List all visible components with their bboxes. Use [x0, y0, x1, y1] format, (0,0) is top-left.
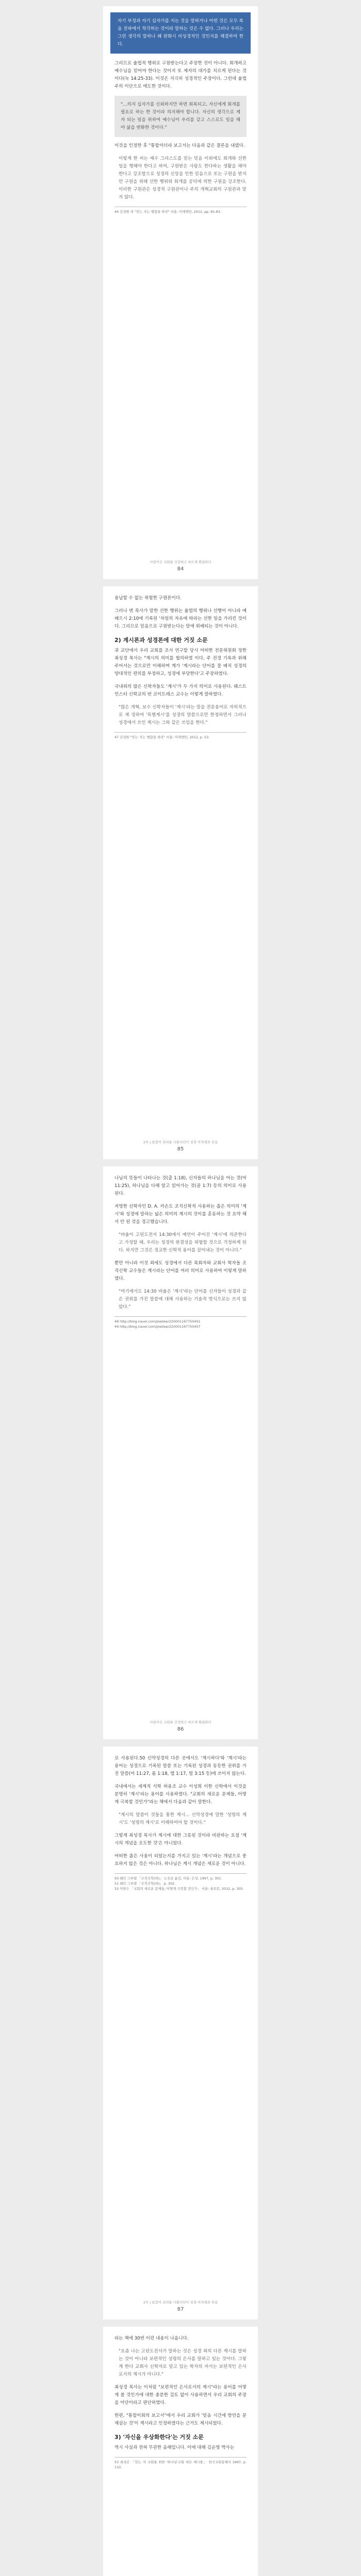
paragraph: 그리므로 율법적 행위로 구원받는다고 주장한 것이 아니다. 회개하고 예수님을 믿어야 한다는 것이지 또 제자의 대가를 치르게 된다는 것이다(눅 14:25-33). 이것은 지극히 성경적인 주장이다. 그런데 율법주의 이단으로 매도한 것이다.: [114, 61, 247, 89]
page-number: 86: [177, 1726, 184, 1732]
top-strip: [0, 0, 361, 6]
document-page-87: [103, 1747, 258, 2319]
paragraph: 국내외의 많은 신학자들도 '계시'가 두 가지 의미로 사용된다. 웨스트민스터 신학교의 번 코이트레스 교수는 이렇게 말하였다.: [114, 684, 247, 697]
band-text: 자기 부정과 자기 십자가를 지는 것을 말하거나 어떤 것은 모두 복음 전파에서 착각하는 것이라 말하는 것은 수 없다. 그러나 우리는 그런 생각의 말하나 왜 판화시 비성경적인 것인지를 해결하여 한다.: [118, 19, 243, 47]
footnote-area: [114, 1316, 247, 1329]
footnote: 53 최성은 「믿는 자 교회를 위한 '하나님'교회 대로 예시를」 한국교회통해서 1997, p. 110.: [114, 2460, 247, 2469]
quote-box-text: "…의지 십자가를 신뢰하지만 하면 회복되고, 자신에게 회개를 필요로 하는 한 것이라 의지해야 합니다. 자신의 생각으로 제자 되는 일을 위하여 예수님이 우리를 갖고 스스로도 일을 해야 삶을 변화한 것이다.": [121, 102, 240, 130]
footnote-area: [114, 732, 247, 740]
quote-paragraph: "여기에서도 14:30 바울은 '계시'라는 단어를 신자들이 성경과 같은 권위를 가진 말씀에 대해 사용하는 기술적 방식으로는 쓰지 않았다.": [119, 1289, 247, 1310]
quote-paragraph: "바울이 고린도전서 14:30에서 예언이 주어진 '계시'에 의존한다고 가정할 때, 우리는 정경의 완결성을 위협할 것으로 걱정하게 된다. 하지만 그것은 정교한 신학적 용어를 끌어내는 것이 아니다.": [119, 1232, 247, 1253]
footnote: 44 김성원 외 "믿는 자는 행함을 하라" 서울: 미래엔턴, 2012, pp. 81-83.: [114, 210, 221, 214]
page-footer: [103, 2300, 258, 2312]
paragraph: 나님의 뜻들이 나타나는 것(출 1:18), 신자들의 하나님을 아는 것(마 11:25), 하나님을 다해 알고 있어가는 것(골 1:7) 등의 의미로 사용된다.: [114, 1176, 247, 1196]
paragraph: 역시 사실과 전혀 무관한 음해입니다. 이에 대해 김순영 박사는: [114, 2445, 235, 2450]
footnote: 52 이한수 「교회의 새로운 문제들, 어떻게 극복할 것인가」 서울: 솔로몬, 2012, p. 305.: [114, 1887, 244, 1891]
footnote: 50 웨인 그루뎀 「조직신학(하)」 노진준 옮김, 서울: 은성, 1997, p. 301.: [114, 1876, 222, 1880]
footnote-area: [114, 2457, 247, 2470]
paragraph: 라는 책에 30번 이런 내용이 나옵니다.: [114, 2336, 189, 2341]
paragraph: 로 사용된다.50 신약성경의 다른 곳에서도 '계시하다'와 '계시'라는 용어는 성경으로 기록된 말씀 또는 기록된 성경과 동등한 권위를 가진 말씀(마 11:27, 롬 1:18, 엡 1:17, 빌 3:15 등)에 쓰이지 않는다.: [114, 1756, 247, 1776]
document-page-85: [103, 586, 258, 1159]
quote-box: [114, 96, 247, 137]
paragraph: 귀 교단에서 우리 교회를 조사 연구할 당시 어떠한 전문위원회 정한 최성경 목사는 "계시의 의미를 협의하였 이다, 주 전경 기록과 위해 주어서는 것으로만 이해하며 계가 '계시라는 단어를 잘 배치 성경의 양대적인 편의를 부정하고, 성경에 부당한다'고 주장하였다.: [114, 648, 247, 676]
page-footer: [103, 1140, 258, 1152]
book-title: 사랑이신 교회를 건강하고 바르게 확립하다: [150, 560, 211, 564]
footnote-area: [114, 1873, 247, 1891]
document-page-86: [103, 1166, 258, 1739]
footnote: 47 김성원 "믿는 자는 행함을 하라" 서울: 미래엔턴, 2012, p. 53.: [114, 735, 210, 739]
paragraph: 어떠한 좁은 사용이 되었는지를 가지고 있는 '계시'라는 개념으로 중요하지 않은 것은 아니다. 하나님은 계시 개념은 새로운 것이 아니다.: [114, 1854, 247, 1867]
paragraph: 그렇게 최성경 목사가 계시에 대한 그릇된 것이라 비판하는 요점 '계시의 개념을 오도한 것'은 아니었다.: [114, 1833, 247, 1846]
footnote: 51 웨인 그루뎀 「조직신학(하)」 p. 302.: [114, 1882, 176, 1886]
book-title: 2부 | 통합이 권리를 사회서인이 성경 이자행과 진실: [143, 2300, 218, 2304]
page-footer: [103, 560, 258, 572]
book-title: 2부 | 통합이 권리를 사회서인이 성경 이자행과 진실: [143, 1140, 218, 1144]
document-page-84: [103, 6, 258, 579]
paragraph: 국내에서는 세계적 석학 하용조 교수 이성희 이한 신학에서 이것을 분명히 '계시'라는 용어를 사용하였다. "교회의 새로운 문제들, 어떻게 극복할 것인가"라는 책에서 다음과 같이 말한다.: [114, 1784, 247, 1805]
page-number: 84: [177, 566, 184, 572]
paragraph: 한편, "통합이회의 보고서"에서 우리 교회가 '믿음 시간에 방언을 문제삼는 것'이 계시라고 인정하였다는 근거도 제시되었다.: [114, 2413, 247, 2426]
page-footer: [103, 1720, 258, 1732]
paragraph: 최성경 목사는 이처럼 "보편적인 은사로서의 계시"라는 용어를 어떻게 볼 것인가에 대한 충분한 검토 없이 사용하면서 우리 교회의 주장을 이단이라고 판단하였다.: [114, 2385, 247, 2405]
page-number: 87: [177, 2307, 184, 2312]
quote-paragraph: "계시의 말씀이 것들을 통한 계시... 신약성경에 말한 '성령의 계시'도 '성령의 계시'로 이해하여야 할 것이다.": [119, 1812, 247, 1825]
book-title: 사랑이신 교회를 건강하고 바르게 확립하다: [150, 1720, 211, 1724]
paragraph: 그러나 변 목사가 말한 선한 행위는 율법의 행위나 선행이 아니라 예배으시 2:10에 기록된 '차일의 자유에 따라는 선한 일을 가리킨 것이다. 그리므로 믿음으로 구원받는다는 말에 위배되는 것이 아니다.: [114, 608, 247, 629]
paragraph: 용납할 수 없는 위험한 구원론이다.: [114, 596, 182, 601]
quote-paragraph: "많은 개혁, 보수 신학자들이 '계시'라는 말을 전문용어로 자의적으로 제 정하여 '특별계시'를 성경의 말씀으로만 한정하면서 그러나 성경에서 쓰인 계시는 그와 같은 쓰임을 한다.": [119, 705, 247, 725]
paragraph: 이것을 인정한 후 "통합이더라 보고서는 다음과 같은 결론을 내렸다.: [114, 143, 245, 148]
footnote-area: [114, 207, 247, 214]
page-number: 85: [177, 1146, 184, 1152]
footnote: 48 http://blog.naver.com/jowilee/220001167750451: [114, 1319, 201, 1324]
footnote: 49 http://blog.naver.com/jowilee/220001167750457: [114, 1325, 201, 1329]
section-heading: 3) '자신을 우상화한다'는 거짓 소문: [114, 2434, 204, 2441]
paragraph: 저명한 신학자인 D. A. 카손도 조직신학적 사용하는 좁은 의미의 '계시'와 성경에 말하는 넓은 의미의 계시의 것이를 혼동하는 것 요약 해서 안 된 것을 경고했습니다.: [114, 1204, 247, 1225]
document-page-88: [103, 2327, 258, 2576]
paragraph: 이렇게 한 씨는 예수 그리스도를 믿는 믿음 이외에도 회개와 선한 일을 행해야 한다고 하여, 구원받은 사람도 한다하는 생활을 해야 한다고 강조함으로 성경의 신앙을 인한 믿음으로 또는 구원을 받지만 구원을 위해 선한 행위와 회개를 공덕에 의한 구원을 강조한다. 이러한 구원관은 성경적 구원관이나 주의 개혁교회의 구원관과 맞지 않다.: [119, 156, 247, 200]
paragraph: 뿐만 아니라 이것 외에도 성경에서 다른 목회자와 교회사 학자들 조직신학 교수들은 계시라는 단어를 여러 의미로 사용하여 이렇게 말하였다.: [114, 1261, 247, 1281]
quote-paragraph: "요즘 나는 고린도전서가 말하는 것은 성경 외의 다른 계시를 말하는 것이 아니라 보편적인 성령의 은사를 말하고 있는 것이다. 그렇게 한다 교회사 신학자로 알고 있는 학자의 저서는 보편적인 은사로서의 계시가 아니다.": [119, 2349, 247, 2377]
section-heading: 2) 계시론과 성경론에 대한 거짓 소문: [114, 637, 208, 643]
highlight-band: [110, 12, 251, 54]
